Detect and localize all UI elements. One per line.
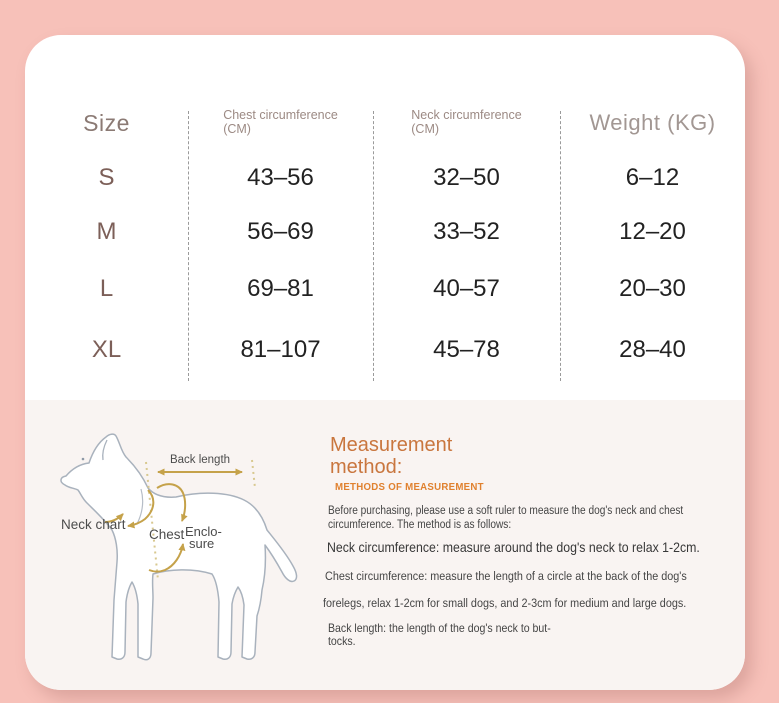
enclosure-label-line2: sure xyxy=(189,536,215,551)
column-header-neck xyxy=(373,108,560,138)
size-chart-card xyxy=(25,35,745,690)
back-length-note-line2: tocks. xyxy=(328,634,356,648)
column-header-neck-line2: (CM) xyxy=(411,122,440,136)
enclosure-label-line1: Enclo- xyxy=(185,524,222,539)
intro-text-line2: circumference. The method is as follows: xyxy=(328,519,512,531)
rump-dotted-guide xyxy=(252,460,255,488)
chest-value: 43–56 xyxy=(247,164,314,191)
size-label: S xyxy=(98,164,115,191)
table-row-m xyxy=(25,205,745,259)
back-length-note-line1: Back length: the length of the dog's neck to but- xyxy=(328,621,551,635)
size-table xyxy=(25,95,745,381)
table-header-row xyxy=(25,95,745,151)
neck-value: 40–57 xyxy=(433,275,500,302)
chest-circumference-note-line2: forelegs, relax 1-2cm for small dogs, and 2-3cm for medium and large dogs. xyxy=(323,596,687,610)
neck-value: 33–52 xyxy=(433,218,500,245)
column-header-chest xyxy=(188,108,373,138)
column-header-weight: Weight (KG) xyxy=(589,110,716,135)
neck-value: 32–50 xyxy=(433,164,500,191)
neck-circumference-note: Neck circumference: measure around the dog's neck to relax 1-2cm. xyxy=(327,539,700,555)
table-row-xl xyxy=(25,319,745,381)
column-header-size: Size xyxy=(83,109,130,136)
size-label: XL xyxy=(91,336,122,363)
size-label: L xyxy=(99,275,114,302)
weight-value: 12–20 xyxy=(619,218,686,245)
weight-value: 6–12 xyxy=(625,164,680,191)
weight-value: 20–30 xyxy=(619,275,686,302)
back-length-label: Back length xyxy=(169,454,231,466)
chest-value: 81–107 xyxy=(240,336,321,363)
dog-outline xyxy=(61,434,297,660)
measurement-subtitle: METHODS OF MEASUREMENT xyxy=(335,481,484,493)
chest-value: 56–69 xyxy=(247,218,314,245)
neck-value: 45–78 xyxy=(433,336,500,363)
size-label: M xyxy=(96,218,117,245)
column-divider xyxy=(188,111,189,381)
neck-chart-label: Neck chart xyxy=(61,517,126,532)
intro-text-line1: Before purchasing, please use a soft ruler to measure the dog's neck and chest xyxy=(328,505,684,517)
chest-value: 69–81 xyxy=(247,275,314,302)
column-header-neck-line1: Neck circumference xyxy=(411,108,522,122)
eye-dot xyxy=(82,458,85,461)
column-divider xyxy=(373,111,374,381)
weight-value: 28–40 xyxy=(619,336,686,363)
measurement-title-line1: Measurement xyxy=(330,434,453,456)
column-divider xyxy=(560,111,561,381)
measurement-title-line2: method: xyxy=(330,456,403,478)
dog-measurement-diagram xyxy=(45,432,315,672)
chest-circumference-note-line1: Chest circumference: measure the length of a circle at the back of the dog's xyxy=(325,569,687,583)
measurement-title xyxy=(330,434,452,478)
column-header-chest-line2: (CM) xyxy=(223,122,251,136)
table-row-s xyxy=(25,151,745,205)
column-header-chest-line1: Chest circumference xyxy=(223,108,338,122)
chest-label: Chest xyxy=(149,527,185,542)
table-row-l xyxy=(25,259,745,319)
